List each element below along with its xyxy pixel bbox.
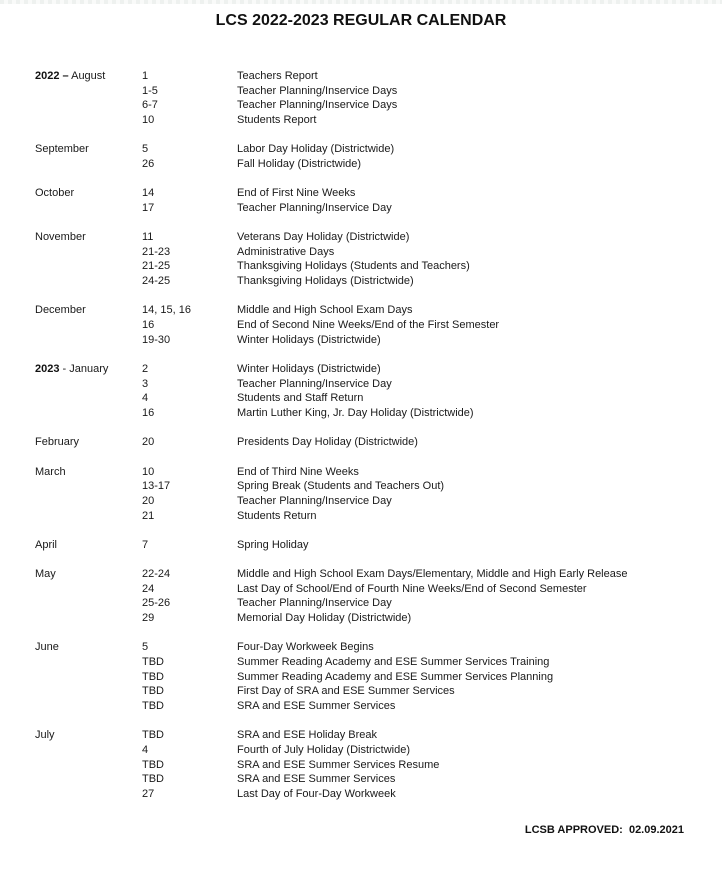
calendar-section-september xyxy=(35,142,710,171)
event-cell: Fourth of July Holiday (Districtwide) xyxy=(237,744,410,757)
calendar-row xyxy=(35,391,710,406)
calendar-section-january xyxy=(35,362,710,421)
date-cell: TBD xyxy=(142,656,164,669)
calendar-section-november xyxy=(35,230,710,289)
event-cell: First Day of SRA and ESE Summer Services xyxy=(237,685,455,698)
month-cell: September xyxy=(35,143,89,156)
month-cell xyxy=(35,509,142,524)
calendar-row xyxy=(35,69,710,84)
date-cell: 21-23 xyxy=(142,245,171,258)
calendar-row xyxy=(35,377,710,392)
calendar-row xyxy=(35,640,710,655)
month-cell xyxy=(35,201,142,216)
calendar-row xyxy=(35,772,710,787)
date-cell: 19-30 xyxy=(142,333,171,346)
calendar-section-february xyxy=(35,435,710,450)
calendar-row xyxy=(35,494,710,509)
calendar-row xyxy=(35,84,710,99)
month-cell xyxy=(35,479,142,494)
date-cell: 3 xyxy=(142,377,149,390)
month-cell: 2023 - January xyxy=(35,363,109,376)
month-cell xyxy=(35,157,142,172)
month-cell: November xyxy=(35,231,86,244)
event-cell: Fall Holiday (Districtwide) xyxy=(237,157,362,170)
date-cell: 21-25 xyxy=(142,260,171,273)
event-cell: Last Day of School/End of Fourth Nine Weeks/End of Second Semester xyxy=(237,582,587,595)
calendar-row xyxy=(35,670,710,685)
date-cell: 25-26 xyxy=(142,597,171,610)
event-cell: Thanksgiving Holidays (Students and Teachers) xyxy=(237,260,470,273)
calendar-row xyxy=(35,157,710,172)
date-cell: 13-17 xyxy=(142,480,171,493)
date-cell: TBD xyxy=(142,700,164,713)
date-cell: TBD xyxy=(142,758,164,771)
date-cell: 10 xyxy=(142,113,155,126)
date-cell: 4 xyxy=(142,392,149,405)
month-cell xyxy=(35,684,142,699)
month-cell xyxy=(35,406,142,421)
date-cell: 24-25 xyxy=(142,275,171,288)
month-cell xyxy=(35,333,142,348)
date-cell: TBD xyxy=(142,729,164,742)
date-cell: 5 xyxy=(142,143,149,156)
date-cell: 29 xyxy=(142,612,155,625)
calendar-row xyxy=(35,201,710,216)
month-cell xyxy=(35,494,142,509)
month-cell xyxy=(35,596,142,611)
event-cell: Teacher Planning/Inservice Day xyxy=(237,597,392,610)
calendar-row xyxy=(35,596,710,611)
calendar-row xyxy=(35,699,710,714)
event-cell: Administrative Days xyxy=(237,245,335,258)
event-cell: Thanksgiving Holidays (Districtwide) xyxy=(237,275,414,288)
event-cell: Teacher Planning/Inservice Day xyxy=(237,377,392,390)
month-cell: 2022 – August xyxy=(35,70,106,82)
month-cell: February xyxy=(35,436,80,449)
event-cell: SRA and ESE Summer Services xyxy=(237,773,396,786)
year-label: 2023 xyxy=(35,363,60,376)
month-cell xyxy=(35,582,142,597)
month-cell xyxy=(35,787,142,802)
month-cell: July xyxy=(35,729,55,742)
calendar-row xyxy=(35,259,710,274)
event-cell: Middle and High School Exam Days/Elementary, Middle and High Early Release xyxy=(237,568,628,581)
event-cell: Winter Holidays (Districtwide) xyxy=(237,363,381,376)
month-cell: December xyxy=(35,304,86,317)
calendar-section-july xyxy=(35,728,710,801)
date-cell: 27 xyxy=(142,787,155,800)
date-cell: 6-7 xyxy=(142,99,158,112)
event-cell: Spring Break (Students and Teachers Out) xyxy=(237,480,445,493)
date-cell: 16 xyxy=(142,407,155,420)
event-cell: Students Report xyxy=(237,113,317,126)
event-cell: Veterans Day Holiday (Districtwide) xyxy=(237,231,410,244)
event-cell: Winter Holidays (Districtwide) xyxy=(237,333,381,346)
event-cell: SRA and ESE Summer Services xyxy=(237,700,396,713)
calendar-section-december xyxy=(35,303,710,347)
date-cell: 16 xyxy=(142,319,155,332)
month-cell: April xyxy=(35,538,58,551)
calendar-row xyxy=(35,758,710,773)
event-cell: Labor Day Holiday (Districtwide) xyxy=(237,143,395,156)
event-cell: Martin Luther King, Jr. Day Holiday (Districtwide) xyxy=(237,407,474,420)
calendar-section-june xyxy=(35,640,710,713)
event-cell: Teacher Planning/Inservice Days xyxy=(237,84,398,97)
event-cell: Teacher Planning/Inservice Day xyxy=(237,494,392,507)
event-cell: Teacher Planning/Inservice Days xyxy=(237,99,398,112)
month-cell xyxy=(35,377,142,392)
calendar-row xyxy=(35,245,710,260)
calendar-row xyxy=(35,113,710,128)
event-cell: SRA and ESE Summer Services Resume xyxy=(237,758,440,771)
calendar-row xyxy=(35,567,710,582)
page-top-edge xyxy=(0,0,722,4)
event-cell: Summer Reading Academy and ESE Summer Services Training xyxy=(237,656,550,669)
date-cell: 10 xyxy=(142,465,155,478)
month-cell xyxy=(35,259,142,274)
month-cell xyxy=(35,84,142,99)
calendar-row xyxy=(35,655,710,670)
event-cell: End of Third Nine Weeks xyxy=(237,465,359,478)
calendar-section-may xyxy=(35,567,710,626)
calendar-row xyxy=(35,509,710,524)
event-cell: Students Return xyxy=(237,509,317,522)
calendar-row xyxy=(35,465,710,480)
date-cell: 22-24 xyxy=(142,568,171,581)
calendar-section-april xyxy=(35,538,710,553)
month-cell xyxy=(35,743,142,758)
date-cell: TBD xyxy=(142,670,164,683)
date-cell: 5 xyxy=(142,641,149,654)
event-cell: Memorial Day Holiday (Districtwide) xyxy=(237,612,412,625)
page-title: LCS 2022-2023 REGULAR CALENDAR xyxy=(215,12,507,29)
calendar-row xyxy=(35,362,710,377)
calendar-row xyxy=(35,582,710,597)
date-cell: 2 xyxy=(142,363,149,376)
calendar-row xyxy=(35,333,710,348)
event-cell: Four-Day Workweek Begins xyxy=(237,641,374,654)
calendar-row xyxy=(35,479,710,494)
month-cell xyxy=(35,699,142,714)
calendar-section-october xyxy=(35,186,710,215)
calendar-section-august xyxy=(35,69,710,128)
date-cell: 4 xyxy=(142,744,149,757)
calendar-row xyxy=(35,538,710,553)
calendar-body xyxy=(35,69,710,816)
month-cell: May xyxy=(35,568,56,581)
date-cell: 1-5 xyxy=(142,84,158,97)
month-cell xyxy=(35,670,142,685)
event-cell: Spring Holiday xyxy=(237,538,309,551)
month-cell xyxy=(35,758,142,773)
event-cell: Last Day of Four-Day Workweek xyxy=(237,787,396,800)
month-cell xyxy=(35,274,142,289)
calendar-row xyxy=(35,435,710,450)
month-cell: March xyxy=(35,465,66,478)
month-cell xyxy=(35,391,142,406)
calendar-row xyxy=(35,274,710,289)
date-cell: 1 xyxy=(142,70,149,82)
date-cell: 17 xyxy=(142,201,155,214)
date-cell: 26 xyxy=(142,157,155,170)
event-cell: Teachers Report xyxy=(237,70,318,82)
calendar-row xyxy=(35,186,710,201)
event-cell: Teacher Planning/Inservice Day xyxy=(237,201,392,214)
date-cell: 11 xyxy=(142,231,154,244)
month-cell xyxy=(35,98,142,113)
date-cell: 21 xyxy=(142,509,155,522)
month-cell: October xyxy=(35,187,75,200)
date-cell: TBD xyxy=(142,773,164,786)
month-cell xyxy=(35,318,142,333)
calendar-row xyxy=(35,318,710,333)
date-cell: 14, 15, 16 xyxy=(142,304,191,317)
month-cell: June xyxy=(35,641,59,654)
month-cell xyxy=(35,113,142,128)
calendar-row xyxy=(35,230,710,245)
month-cell xyxy=(35,245,142,260)
event-cell: End of First Nine Weeks xyxy=(237,187,356,200)
month-cell xyxy=(35,772,142,787)
calendar-row xyxy=(35,303,710,318)
event-cell: Students and Staff Return xyxy=(237,392,364,405)
year-label: 2022 – xyxy=(35,70,69,82)
date-cell: TBD xyxy=(142,685,164,698)
event-cell: Summer Reading Academy and ESE Summer Services Planning xyxy=(237,670,554,683)
approval-note: LCSB APPROVED: 02.09.2021 xyxy=(524,824,684,836)
event-cell: SRA and ESE Holiday Break xyxy=(237,729,378,742)
date-cell: 24 xyxy=(142,582,155,595)
calendar-row xyxy=(35,98,710,113)
month-cell xyxy=(35,611,142,626)
calendar-row xyxy=(35,611,710,626)
date-cell: 20 xyxy=(142,494,155,507)
event-cell: Presidents Day Holiday (Districtwide) xyxy=(237,436,418,449)
calendar-row xyxy=(35,743,710,758)
calendar-row xyxy=(35,787,710,802)
date-cell: 7 xyxy=(142,538,149,551)
calendar-row xyxy=(35,142,710,157)
calendar-row xyxy=(35,684,710,699)
date-cell: 14 xyxy=(142,187,155,200)
calendar-section-march xyxy=(35,465,710,524)
event-cell: End of Second Nine Weeks/End of the First Semester xyxy=(237,319,500,332)
calendar-row xyxy=(35,728,710,743)
month-cell xyxy=(35,655,142,670)
calendar-row xyxy=(35,406,710,421)
date-cell: 20 xyxy=(142,436,155,449)
event-cell: Middle and High School Exam Days xyxy=(237,304,413,317)
